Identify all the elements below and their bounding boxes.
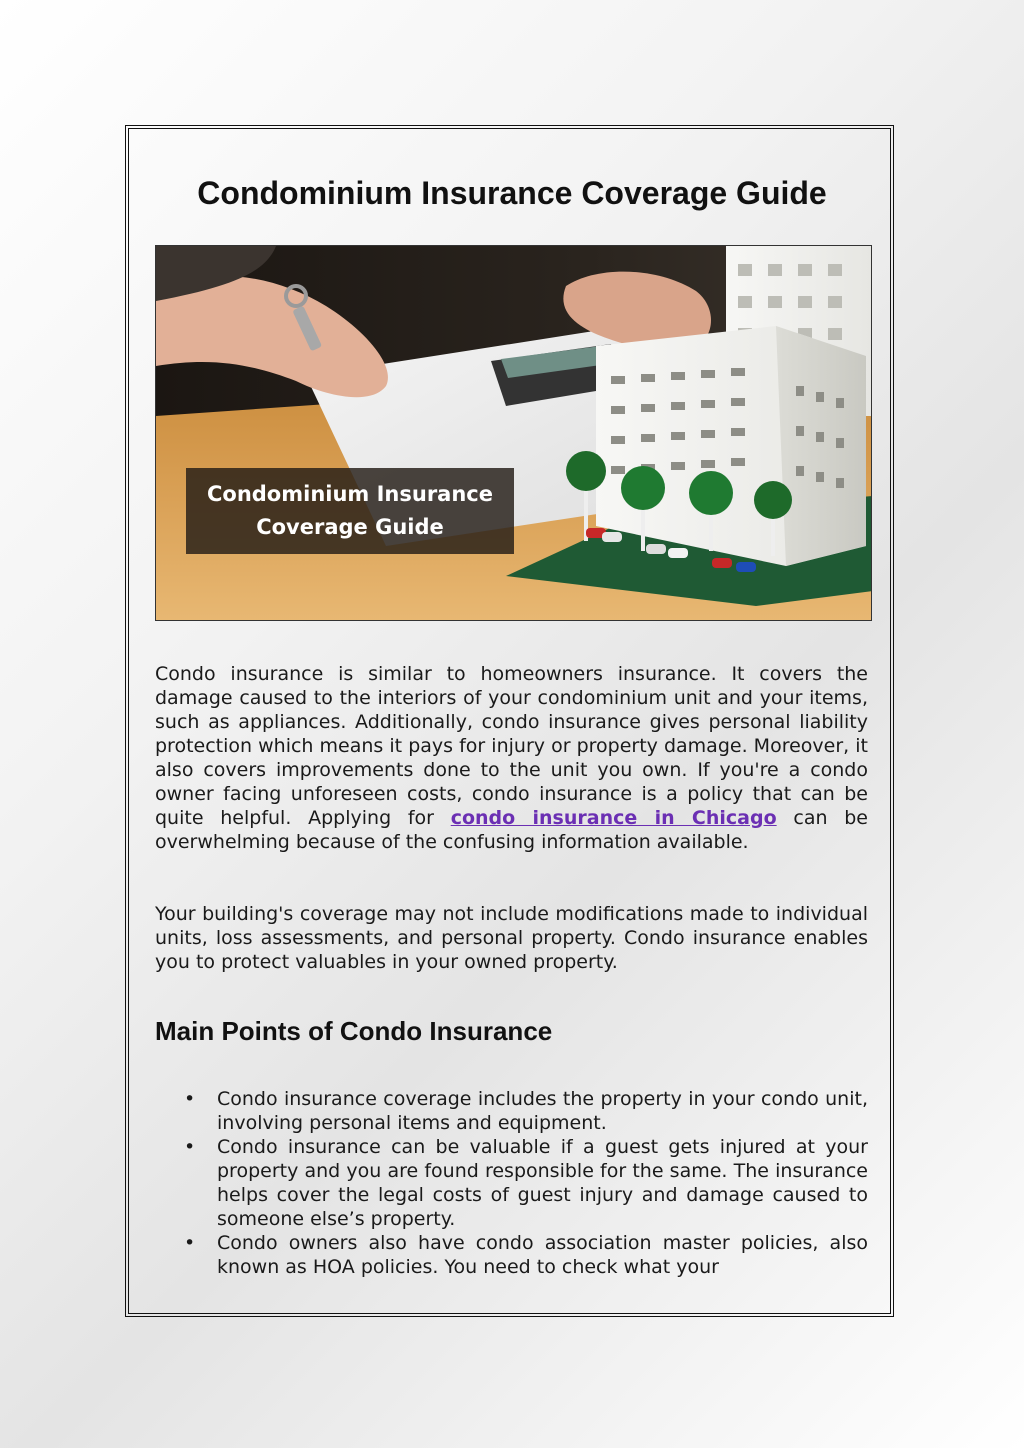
intro-paragraph <box>155 662 868 854</box>
list-item <box>155 1231 868 1279</box>
coverage-paragraph: Your building's coverage may not include modifications made to individual units, loss assessments, and personal property. Condo insurance enables you to protect valuables in your owned property. <box>155 903 868 973</box>
bullet-icon: • <box>184 1232 196 1254</box>
list-item-text: Condo insurance coverage includes the property in your condo unit, involving personal items and equipment. <box>217 1088 868 1134</box>
condo-insurance-chicago-link[interactable]: condo insurance in Chicago <box>450 807 777 829</box>
coverage-paragraph-block <box>155 902 868 974</box>
intro-text-after-link: can be overwhelming because of the confusing information available. <box>155 807 868 853</box>
bullet-icon: • <box>184 1136 196 1158</box>
list-item-text: Condo insurance can be valuable if a guest gets injured at your property and you are found responsible for the same. The insurance helps cover the legal costs of guest injury and damage caused to someone else’s property. <box>217 1136 868 1230</box>
hero-caption-line2: Coverage Guide <box>256 515 444 539</box>
main-points-list <box>155 1087 868 1279</box>
bullet-icon: • <box>184 1088 196 1110</box>
hero-image <box>155 245 872 621</box>
hero-caption-line1: Condominium Insurance <box>206 482 493 506</box>
intro-paragraph-block <box>155 662 868 854</box>
list-item-text: Condo owners also have condo association master policies, also known as HOA policies. You need to check what your <box>217 1232 868 1278</box>
list-item <box>155 1135 868 1231</box>
hero-illustration <box>156 246 872 621</box>
intro-text-before-link: Condo insurance is similar to homeowners insurance. It covers the damage caused to the interiors of your condominium unit and your items, such as appliances. Additionally, condo insurance gives personal liability protection which means it pays for injury or property damage. Moreover, it also covers improvements done to the unit you own. If you're a condo owner facing unforeseen costs, condo insurance is a policy that can be quite helpful. Applying for <box>155 663 868 829</box>
document-title: Condominium Insurance Coverage Guide <box>197 175 827 211</box>
section-heading: Main Points of Condo Insurance <box>155 1016 553 1046</box>
list-item <box>155 1087 868 1135</box>
hero-caption <box>186 468 514 554</box>
